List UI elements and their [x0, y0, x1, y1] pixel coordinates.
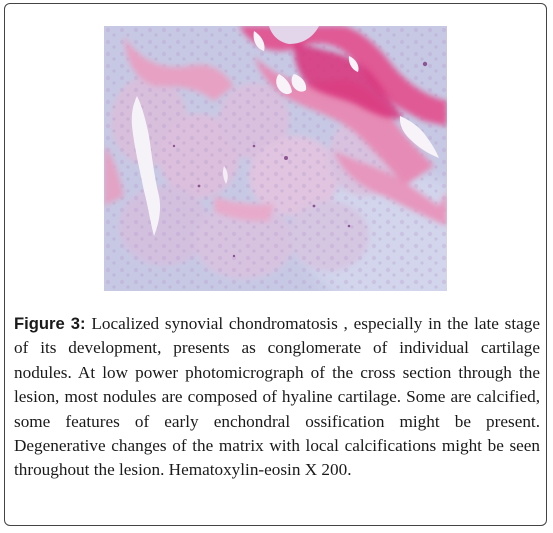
figure-caption-text: Localized synovial chondromatosis , especially in the late stage of its development, presents as conglomerate of individual cartilage nodules. At low power photomicrograph of the cross section through the lesion, most nodules are composed of hyaline cartilage. Some are calcified, some features of early enchondral ossification might be present. Degenerative changes of the matrix with local calcifications might be seen throughout the lesion. Hematoxylin-eosin X 200.	[14, 314, 540, 480]
figure-label: Figure 3:	[14, 314, 86, 333]
histology-micrograph	[104, 26, 447, 291]
figure-caption	[14, 312, 540, 483]
